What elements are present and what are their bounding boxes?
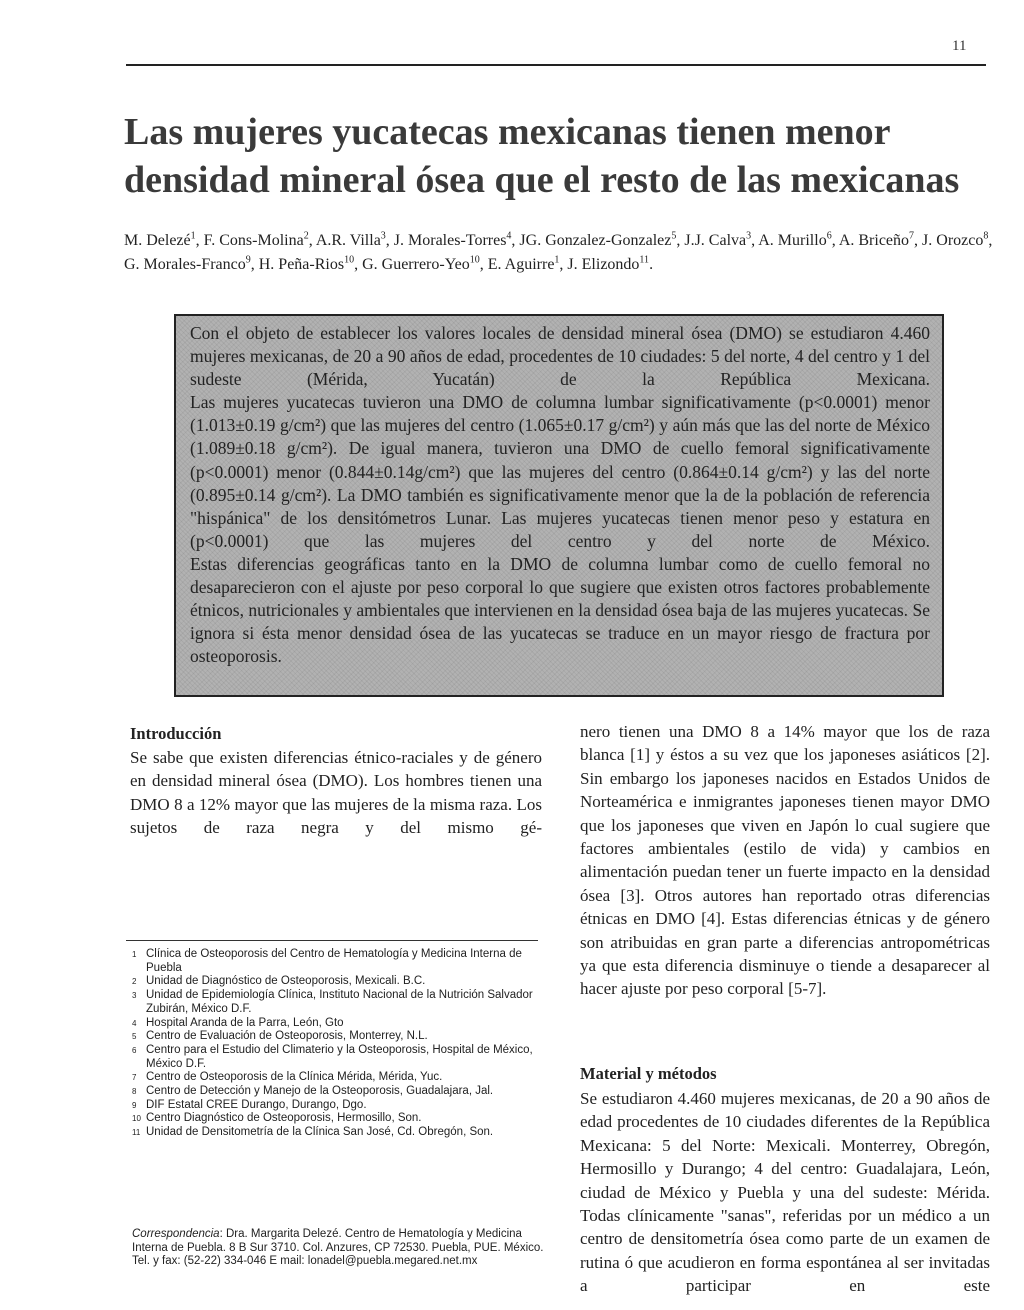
author-name: J. Morales-Torres — [393, 232, 507, 249]
footnote-number: 7 — [132, 1073, 137, 1083]
author-name: JG. Gonzalez-Gonzalez — [519, 232, 672, 249]
author-affiliation-number: 8 — [983, 230, 989, 242]
footnote-text: DIF Estatal CREE Durango, Durango, Dgo. — [146, 1098, 367, 1111]
footnote-number: 6 — [132, 1045, 137, 1055]
footnote-number: 3 — [132, 991, 137, 1001]
footnote-item — [132, 1126, 544, 1140]
footnote-number: 5 — [132, 1032, 137, 1042]
footnote-item — [132, 975, 544, 989]
footnote-text: Unidad de Epidemiología Clínica, Instituto Nacional de la Nutrición Salvador Zubirán, México D.F. — [146, 989, 533, 1015]
footnote-item — [132, 989, 544, 1016]
footnote-text: Clínica de Osteoporosis del Centro de Hematología y Medicina Interna de Puebla — [146, 948, 522, 974]
introduction-heading: Introducción — [130, 724, 222, 743]
footnote-item — [132, 1071, 544, 1085]
footnote-number: 10 — [132, 1114, 141, 1124]
footnote-number: 9 — [132, 1100, 137, 1110]
methods-heading: Material y métodos — [580, 1064, 717, 1083]
page-number: 11 — [952, 38, 967, 54]
footnote-item — [132, 1030, 544, 1044]
author-affiliation-number: 4 — [506, 230, 512, 242]
author-name: A. Briceño — [838, 232, 910, 249]
author-affiliation-number: 1 — [554, 254, 560, 266]
footnote-text: Centro de Detección y Manejo de la Osteoporosis, Guadalajara, Jal. — [146, 1085, 494, 1098]
footnote-text: Unidad de Diagnóstico de Osteoporosis, Mexicali. B.C. — [146, 975, 426, 988]
author-affiliation-number: 2 — [303, 230, 309, 242]
author-affiliation-number: 11 — [639, 254, 650, 266]
author-affiliation-number: 10 — [344, 254, 355, 266]
author-name: J. Elizondo — [567, 256, 640, 273]
author-affiliation-number: 7 — [909, 230, 915, 242]
author-name: F. Cons-Molina — [203, 232, 304, 249]
header-rule — [126, 64, 986, 66]
author-name: J.J. Calva — [684, 232, 747, 249]
footnote-item — [132, 948, 544, 975]
footnote-item — [132, 1085, 544, 1099]
correspondence-text: : Dra. Margarita Delezé. Centro de Hematología y Medicina Interna de Puebla. 8 B Sur 3710. Col. Anzures, CP 72530. Puebla, PUE. México. — [132, 1228, 544, 1254]
footnote-text: Unidad de Densitometría de la Clínica San José, Cd. Obregón, Son. — [146, 1126, 494, 1139]
author-list: M. Delezé$^1$, F. Cons-Molina$^2$, A.R. Villa$^3$, J. Morales-Torres$^4$, JG. Gonzalez-Gonzalez$^5$, J.J. Calva$^3$, A. Murillo$^6$, A. Briceño$^7$, J. Orozco$^8$, G. Morales-Franco$^9$, H. Peña-Rios$^{10}$, G. Guerrero-Yeo$^{10}$, E. Aguirre$^1$, J. Elizondo$^{11}$. — [124, 230, 993, 273]
author-affiliation-number: 6 — [826, 230, 832, 242]
author-name: E. Aguirre — [487, 256, 555, 273]
author-affiliation-number: 5 — [671, 230, 677, 242]
author-name: J. Orozco — [922, 232, 984, 249]
abstract-paragraph-2: Las mujeres yucatecas tuvieron una DMO de columna lumbar significativamente (p<0.0001) menor (1.013±0.19 g/cm²) que las mujeres del centro (1.065±0.17 g/cm²) y aún más que las del norte de México (1.089±0.18 g/cm²). De igual manera, tuvieron una DMO de cuello femoral significativamente (p<0.0001) menor (0.844±0.14g/cm²) que las mujeres del centro (0.864±0.14 g/cm²) y las del norte (0.895±0.14 g/cm²). La DMO también es significativamente menor que la de la población de referencia "hispánica" de los densitómetros Lunar. Las mujeres yucatecas tienen menor peso y estatura en (p<0.0001) que las mujeres del centro y del norte de México. — [190, 392, 930, 551]
footnote-number: 4 — [132, 1018, 137, 1028]
footnote-text: Centro para el Estudio del Climaterio y la Osteoporosis, Hospital de México, México D.F. — [146, 1043, 533, 1070]
author-affiliation-number: 3 — [380, 230, 386, 242]
introduction-text-left: Se sabe que existen diferencias étnico-raciales y de género en densidad mineral ósea (DMO). Los hombres tienen una DMO 8 a 12% mayor que las mujeres de la misma raza. Los sujetos de raza negra y del mismo gé- — [130, 748, 542, 838]
footnote-text: Centro Diagnóstico de Osteoporosis, Hermosillo, Son. — [146, 1112, 422, 1125]
abstract-paragraph-3: Estas diferencias geográficas tanto en la DMO de columna lumbar como de cuello femoral no desaparecieron con el ajuste por peso corporal lo que sugiere que existen otros factores probablemente étnicos, nutricionales y ambientales que intervienen en la densidad ósea baja de las mujeres yucatecas. Se ignora si ésta menor densidad ósea de las yucatecas se traduce en un mayor riesgo de fractura por osteoporosis. — [190, 553, 930, 667]
footnote-item — [132, 1044, 544, 1071]
introduction-text-right: nero tienen una DMO 8 a 14% mayor que los de raza blanca [1] y éstos a su vez que los japoneses asiáticos [2]. Sin embargo los japoneses nacidos en Estados Unidos de Norteamérica e inmigrantes japoneses tienen mayor DMO que los japoneses que viven en Japón lo cual sugiere que factores ambientales (estilo de vida) y cambios en alimentación puedan tener un fuerte impacto en la densidad ósea [3]. Otros autores han reportado otras diferencias étnicas en DMO [4]. Estas diferencias étnicas y de género son atribuidas en gran parte a diferencias antropométricas ya que esta diferencia disminuye o tiende a desaparecer al hacer ajuste por peso corporal [5-7]. — [580, 722, 990, 999]
footnote-item — [132, 1112, 544, 1126]
footnote-item — [132, 1017, 544, 1031]
footnote-number: 2 — [132, 977, 137, 987]
author-name: M. Delezé — [124, 232, 191, 249]
footnote-rule — [126, 940, 538, 941]
footnote-text: Centro de Osteoporosis de la Clínica Mérida, Mérida, Yuc. — [146, 1071, 443, 1084]
author-affiliation-number: 10 — [469, 254, 480, 266]
author-name: G. Morales-Franco — [124, 256, 246, 273]
abstract-paragraph-1: Con el objeto de establecer los valores locales de densidad mineral ósea (DMO) se estudiaron 4.460 mujeres mexicanas, de 20 a 90 años de edad, procedentes de 10 ciudades: 5 del norte, 4 del centro y 1 del sudeste (Mérida, Yucatán) de la República Mexicana. — [190, 323, 930, 390]
correspondence-note — [132, 1228, 544, 1269]
author-affiliation-number: 9 — [245, 254, 251, 266]
author-affiliation-number: 3 — [746, 230, 752, 242]
footnote-text: Hospital Aranda de la Parra, León, Gto — [146, 1016, 344, 1029]
abstract-box — [174, 314, 944, 697]
footnote-number: 8 — [132, 1087, 137, 1097]
footnote-item — [132, 1099, 544, 1113]
methods-text: Se estudiaron 4.460 mujeres mexicanas, de 20 a 90 años de edad procedentes de 10 ciudades diferentes de la República Mexicana: 5 del Norte: Mexicali. Monterrey, Obregón, Hermosillo y Durango; 4 del centro: Guadalajara, León, ciudad de México y Puebla y una del sudeste: Mérida. Todas clínicamente "sanas", referidas por un médico a un centro de densitometría ósea como parte de un examen de rutina ó que acudieron en forma espontánea al ser invitadas a participar en este — [580, 1089, 990, 1296]
author-affiliation-number: 1 — [190, 230, 196, 242]
footnote-text: Centro de Evaluación de Osteoporosis, Monterrey, N.L. — [146, 1030, 428, 1043]
author-name: A. Murillo — [758, 232, 827, 249]
footnote-number: 11 — [132, 1128, 141, 1138]
article-title: Las mujeres yucatecas mexicanas tienen menor densidad mineral ósea que el resto de las mexicanas — [124, 111, 960, 201]
correspondence-contact: Tel. y fax: (52-22) 334-046 E mail: lonadel@puebla.megared.net.mx — [132, 1255, 478, 1268]
author-name: G. Guerrero-Yeo — [362, 256, 470, 273]
author-name: H. Peña-Rios — [258, 256, 345, 273]
footnote-list — [132, 948, 544, 1140]
correspondence-label: Correspondencia — [132, 1228, 220, 1240]
author-name: A.R. Villa — [315, 232, 381, 249]
footnote-number: 1 — [132, 950, 137, 959]
